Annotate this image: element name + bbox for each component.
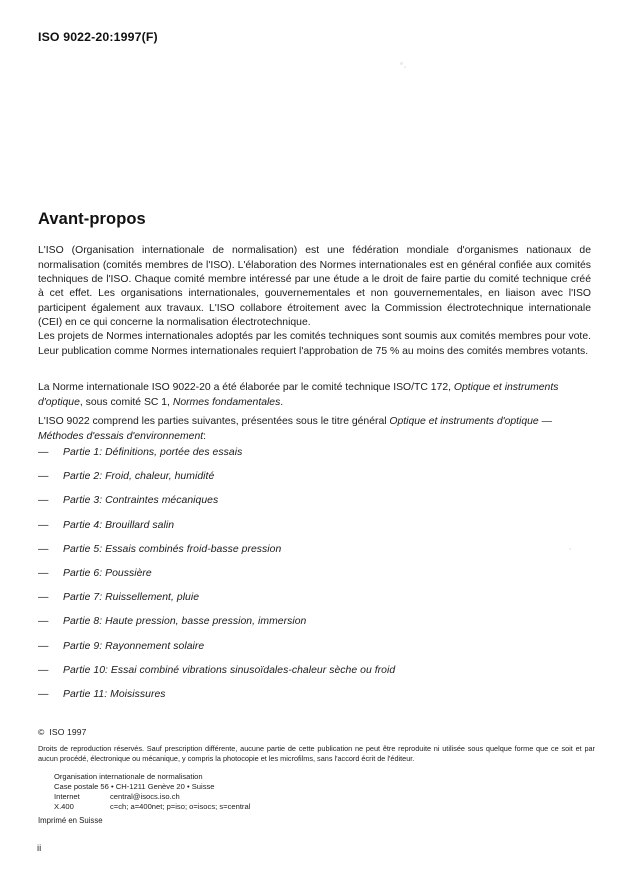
paragraph-3-text-mid: , sous comité SC 1,: [79, 396, 173, 408]
scan-artifact-speck: [400, 62, 403, 65]
em-dash-bullet: —: [38, 567, 49, 579]
list-item-label: Partie 4: Brouillard salin: [63, 519, 175, 531]
list-item: [38, 616, 591, 640]
subcommittee-scope-title: Normes fondamentales: [172, 396, 281, 408]
list-item-label: Partie 8: Haute pression, basse pression, immersion: [63, 616, 307, 628]
em-dash-bullet: —: [38, 447, 49, 458]
document-header: ISO 9022-20:1997(F): [38, 30, 158, 44]
list-item-label: Partie 9: Rayonnement solaire: [63, 640, 205, 652]
list-item-label: Partie 2: Froid, chaleur, humidité: [63, 471, 215, 483]
em-dash-bullet: —: [38, 495, 49, 507]
page-number: ii: [37, 843, 42, 854]
foreword-paragraph-3: [38, 381, 591, 410]
list-item-label: Partie 11: Moisissures: [63, 688, 166, 700]
list-item: [38, 495, 591, 519]
reproduction-rights-text: Droits de reproduction réservés. Sauf prescription différente, aucune partie de cette publication ne peut être reproduite ni utilisée sous quelque forme que ce soit et par aucun procédé, électronique ou mécanique, y compris la photocopie et les microfilms, sans l'accord écrit de l'éditeur.: [38, 744, 595, 764]
list-item: [38, 471, 591, 495]
x400-contact-row: [54, 802, 595, 812]
publisher-name: Organisation internationale de normalisation: [54, 771, 203, 781]
list-item: [38, 689, 591, 713]
paragraph-4-text-end: :: [203, 430, 207, 442]
list-item: [38, 592, 591, 616]
foreword-paragraph-4: [38, 415, 591, 444]
list-item-label: Partie 1: Définitions, portée des essais: [63, 447, 243, 458]
parts-list: [38, 447, 591, 713]
list-item: [38, 544, 591, 568]
list-item-label: Partie 7: Ruissellement, pluie: [63, 592, 200, 604]
x400-address: c=ch; a=400net; p=iso; o=isocs; s=central: [110, 802, 251, 812]
printed-in-line: Imprimé en Suisse: [38, 816, 103, 826]
internet-contact-row: [54, 792, 595, 802]
publisher-address-block: [54, 772, 595, 812]
em-dash-bullet: —: [38, 616, 49, 628]
paragraph-3-text-lead: La Norme internationale ISO 9022-20 a été élaborée par le comité technique ISO/TC 172,: [38, 382, 454, 394]
internet-email: central@isocs.iso.ch: [110, 792, 180, 801]
list-item-label: Partie 6: Poussière: [63, 567, 152, 579]
foreword-paragraph-1: L'ISO (Organisation internationale de normalisation) est une fédération mondiale d'organismes nationaux de normalisation (comités membres de l'ISO). L'élaboration des Normes internationales est en général confiée aux comités techniques de l'ISO. Chaque comité membre intéressé par une étude a le droit de faire partie du comité technique créé à cet effet. Les organisations internationales, gouvernementales et non gouvernementales, en liaison avec l'ISO participent également aux travaux. L'ISO collabore étroitement avec la Commission électrotechnique internationale (CEI) en ce qui concerne la normalisation électrotechnique.: [38, 245, 591, 328]
list-item-label: Partie 3: Contraintes mécaniques: [63, 495, 219, 507]
copyright-notice: © ISO 1997: [38, 727, 87, 737]
list-item-label: Partie 5: Essais combinés froid-basse pression: [63, 543, 282, 555]
x400-label: X.400: [54, 802, 74, 812]
committee-scope-title: Optique et instruments d'optique: [38, 382, 559, 408]
em-dash-bullet: —: [38, 688, 49, 700]
list-item: [38, 568, 591, 592]
internet-label: Internet: [54, 792, 80, 801]
em-dash-bullet: —: [38, 664, 49, 676]
scan-artifact-speck: [404, 66, 406, 68]
em-dash-bullet: —: [38, 543, 49, 555]
list-item: [38, 641, 591, 665]
general-title: Optique et instruments d'optique — Méthodes d'essais d'environnement: [38, 416, 552, 442]
page-title: Avant-propos: [38, 210, 146, 229]
em-dash-bullet: —: [38, 519, 49, 531]
foreword-paragraph-2: Les projets de Normes internationales adoptés par les comités techniques sont soumis aux comités membres pour vote. Leur publication comme Normes internationales requiert l'approbation de 75 % au moins des comités membres votants.: [38, 331, 591, 357]
list-item-label: Partie 10: Essai combiné vibrations sinusoïdales-chaleur sèche ou froid: [63, 664, 396, 676]
em-dash-bullet: —: [38, 640, 49, 652]
page-footer: [38, 727, 595, 825]
list-item: [38, 520, 591, 544]
em-dash-bullet: —: [38, 592, 49, 604]
postal-address: Case postale 56 • CH-1211 Genève 20 • Suisse: [54, 781, 215, 791]
paragraph-3-text-end: .: [280, 396, 284, 408]
list-item: [38, 447, 591, 471]
list-item: [38, 665, 591, 689]
em-dash-bullet: —: [38, 471, 49, 483]
paragraph-4-text-lead: L'ISO 9022 comprend les parties suivantes, présentées sous le titre général: [38, 416, 390, 428]
